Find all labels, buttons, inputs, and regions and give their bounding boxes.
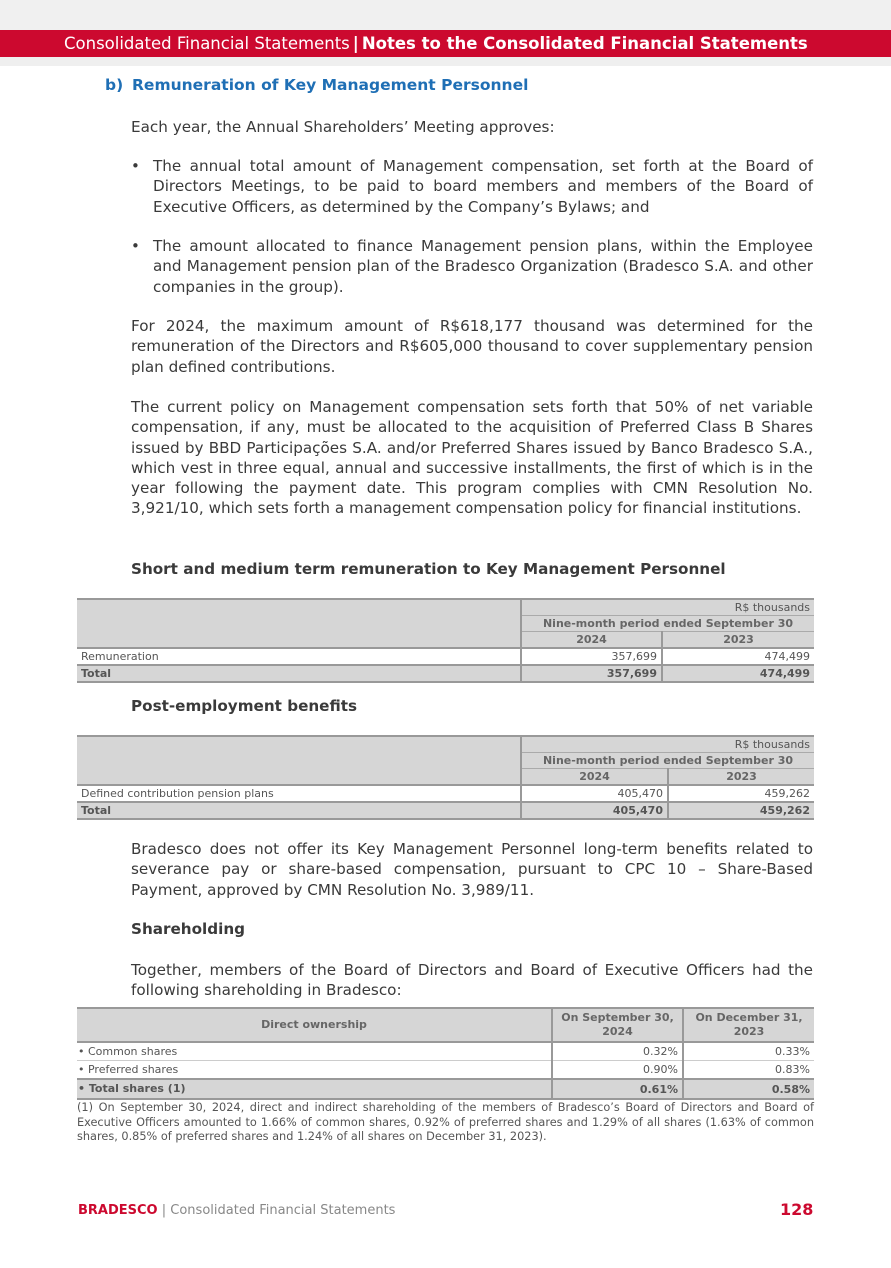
- value-2024: 357,699: [521, 665, 662, 682]
- footer-separator: |: [161, 1203, 167, 1218]
- value-2024: 405,470: [521, 785, 668, 802]
- bullet-item: The annual total amount of Management compensation, set forth at the Board of Directors Meetings, to be paid to board members and members of the Board of Executive Officers, as determined by the Company’s Bylaws; and: [153, 157, 813, 216]
- shareholding-heading: Shareholding: [131, 920, 246, 938]
- dec-2023-column-header: On December 31, 2023: [683, 1008, 814, 1042]
- top-strip: [0, 0, 891, 30]
- header-separator: |: [352, 34, 359, 53]
- short-term-heading: Short and medium term remuneration to Key Management Personnel: [131, 560, 726, 578]
- header-bar: [0, 30, 891, 57]
- table-row: [77, 1061, 814, 1080]
- period-header: Nine-month period ended September 30: [521, 753, 814, 769]
- header-left: Consolidated Financial Statements: [64, 34, 350, 53]
- value-2023: 459,262: [668, 802, 814, 819]
- table-row: [77, 785, 814, 802]
- shareholding-table: [77, 1007, 814, 1100]
- table-row: [77, 648, 814, 665]
- value-sep-2024: 0.32%: [552, 1042, 683, 1061]
- row-label: Total: [77, 802, 521, 819]
- intro-paragraph: Each year, the Annual Shareholders’ Meeting approves:: [131, 118, 555, 136]
- row-label: • Preferred shares: [77, 1061, 552, 1080]
- value-2024: 357,699: [521, 648, 662, 665]
- year-header-2024: 2024: [521, 632, 662, 649]
- paragraph-policy: The current policy on Management compensation sets forth that 50% of net variable compensation, if any, must be allocated to the acquisition of Preferred Class B Shares issued by BBD Participações S.A. and/or Preferred Shares issued by Banco Bradesco S.A., which vest in three equal, annual and successive installments, the first of which is in the year following the payment date. This program complies with CMN Resolution No. 3,921/10, which sets forth a management compensation policy for financial institutions.: [131, 398, 813, 518]
- bullet-dot: •: [131, 237, 140, 255]
- value-dec-2023: 0.33%: [775, 1045, 810, 1058]
- footer-title: Consolidated Financial Statements: [170, 1203, 396, 1218]
- value-dec-2023: 0.58%: [683, 1079, 814, 1099]
- value-2023: 474,499: [662, 665, 814, 682]
- paragraph-2024: For 2024, the maximum amount of R$618,177 thousand was determined for the remuneration of the Directors and R$605,000 thousand to cover supplementary pension plan defined contributions.: [131, 317, 813, 376]
- year-header-2024: 2024: [521, 769, 668, 786]
- unit-label: R$ thousands: [521, 599, 814, 616]
- value-2023: 474,499: [764, 650, 810, 663]
- period-header: Nine-month period ended September 30: [521, 616, 814, 632]
- paragraph-long-term: Bradesco does not offer its Key Management Personnel long-term benefits related to severance pay or share-based compensation, pursuant to CPC 10 – Share-Based Payment, approved by CMN Resolution No. 3,989/11.: [131, 840, 813, 899]
- row-label: Remuneration: [77, 648, 521, 665]
- value-sep-2024: 0.61%: [552, 1079, 683, 1099]
- shareholding-footnote: (1) On September 30, 2024, direct and indirect shareholding of the members of Bradesco’s Board of Directors and Board of Executive Officers amounted to 1.66% of common shares, 0.92% of preferred shares and 1.29% of all shares (1.63% of common shares, 0.85% of preferred shares and 1.24% of all shares on December 31, 2023).: [77, 1101, 814, 1143]
- row-label: • Common shares: [77, 1042, 552, 1061]
- short-term-table: [77, 598, 814, 683]
- row-label: Total: [77, 665, 521, 682]
- page-number: 128: [780, 1200, 814, 1219]
- row-label: Defined contribution pension plans: [77, 785, 521, 802]
- ownership-column-header: Direct ownership: [77, 1008, 552, 1042]
- footer-brand: BRADESCO: [78, 1203, 158, 1218]
- section-title-text: Remuneration of Key Management Personnel: [132, 76, 529, 94]
- header-shadow: [0, 57, 891, 66]
- section-label: b): [105, 76, 124, 94]
- value-2024: 405,470: [521, 802, 668, 819]
- shareholding-intro: Together, members of the Board of Directors and Board of Executive Officers had the following shareholding in Bradesco:: [131, 961, 813, 1000]
- section-title: [105, 76, 528, 94]
- year-header-2023: 2023: [668, 769, 814, 786]
- value-2023: 459,262: [764, 787, 810, 800]
- post-employment-heading: Post-employment benefits: [131, 697, 358, 715]
- bullet-dot: •: [131, 157, 140, 175]
- bullet-item: The amount allocated to finance Management pension plans, within the Employee and Management pension plan of the Bradesco Organization (Bradesco S.A. and other companies in the group).: [153, 237, 813, 296]
- table-row: [77, 1042, 814, 1061]
- footer: [78, 1203, 395, 1218]
- row-label: • Total shares (1): [77, 1079, 552, 1099]
- total-row: [77, 1079, 814, 1099]
- header-right: Notes to the Consolidated Financial Statements: [361, 34, 808, 53]
- post-employment-table: [77, 735, 814, 820]
- total-row: [77, 665, 814, 682]
- value-sep-2024: 0.90%: [552, 1061, 683, 1080]
- value-dec-2023: 0.83%: [775, 1063, 810, 1076]
- unit-label: R$ thousands: [521, 736, 814, 753]
- sep-2024-column-header: On September 30, 2024: [552, 1008, 683, 1042]
- year-header-2023: 2023: [662, 632, 814, 649]
- total-row: [77, 802, 814, 819]
